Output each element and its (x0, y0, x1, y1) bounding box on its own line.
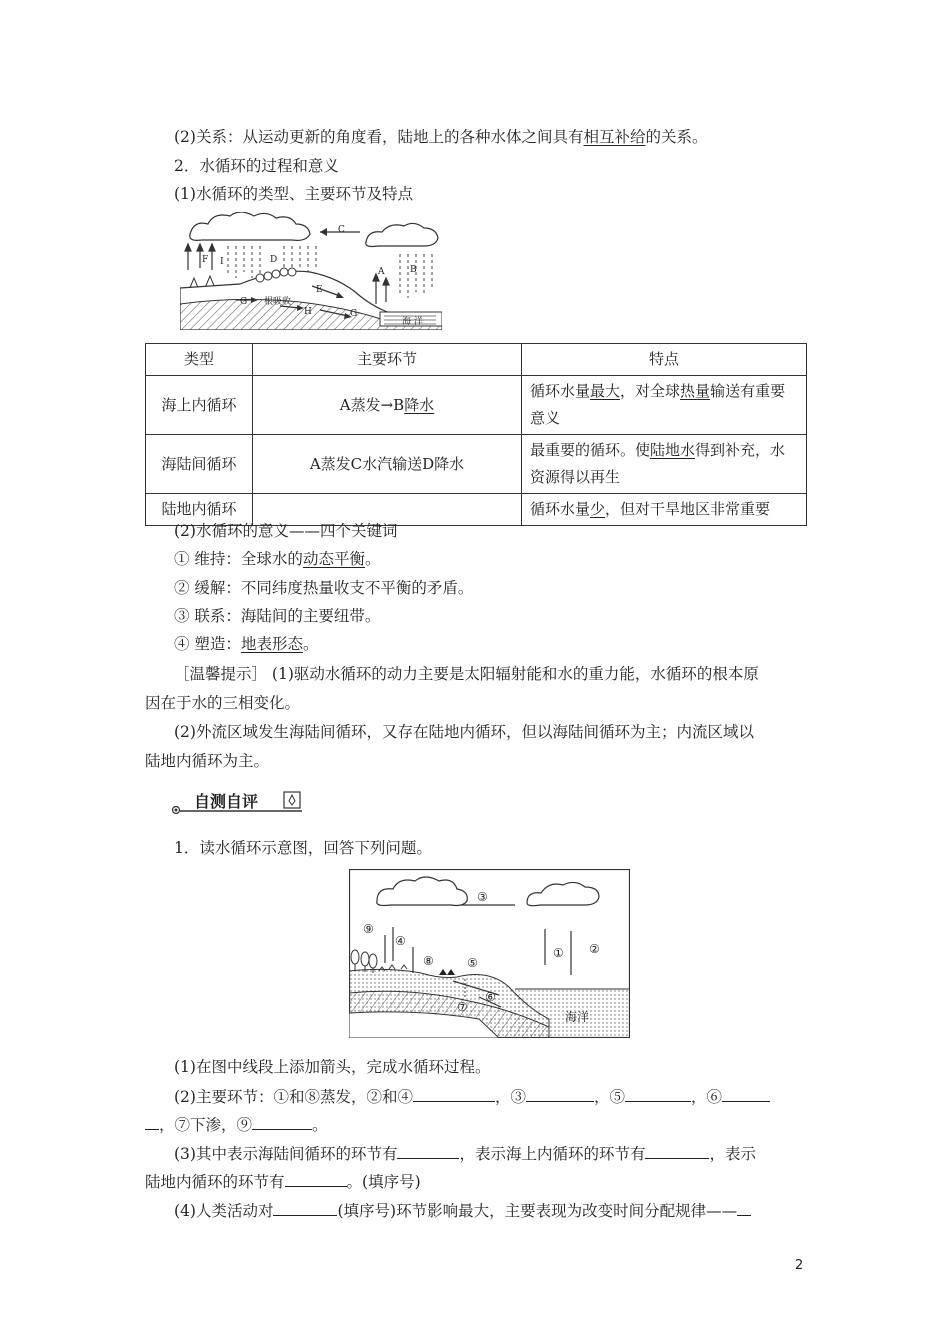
feature-text: 输送有重要意义 (530, 382, 786, 427)
section-badge (170, 788, 310, 814)
cell-steps: A蒸发C水汽输送D降水 (253, 435, 522, 494)
section-heading-2: 2．水循环的过程和意义 (174, 157, 339, 175)
cell-steps (253, 376, 522, 435)
cell-type: 陆地内循环 (146, 494, 253, 526)
answer-blank[interactable] (273, 1200, 337, 1216)
water-cycle-diagram-1 (180, 212, 442, 330)
q2-text: ，⑦下渗，⑨ (159, 1116, 253, 1134)
feature-text: 最重要的循环。使 (530, 441, 651, 459)
tips-line-1: ［温馨提示］ (1)驱动水循环的动力主要是太阳辐射能和水的重力能，水循环的根本原 (174, 665, 759, 683)
meaning-end: 。 (302, 635, 319, 653)
subquestion-1: (1)在图中线段上添加箭头，完成水循环过程。 (174, 1058, 491, 1076)
subquestion-4 (174, 1200, 751, 1221)
header-type: 类型 (146, 344, 253, 376)
cell-features (522, 376, 807, 435)
label-g2: G (350, 309, 358, 319)
meaning-keyword: 地表形态 (240, 635, 303, 653)
label-root-absorb: 根吸收 (264, 297, 292, 307)
header-features: 特点 (522, 344, 807, 376)
subquestion-3 (174, 1143, 756, 1164)
meaning-item-2: ② 缓解：不同纬度热量收支不平衡的矛盾。 (174, 579, 474, 597)
q3-text: ，表示海上内循环的环节有 (459, 1145, 646, 1163)
label-sea: 海 洋 (402, 317, 423, 327)
label-8: ⑧ (423, 954, 434, 968)
q2-text: ，③ (494, 1088, 526, 1106)
table-header-row (146, 344, 807, 376)
label-i: I (220, 257, 224, 267)
feature-text: 得到补充，水资源得以再生 (530, 441, 786, 486)
label-h: H (304, 307, 312, 317)
meaning-keyword: 动态平衡 (302, 550, 365, 568)
relation-line (174, 127, 708, 147)
q3-text: 。(填序号) (346, 1173, 421, 1191)
subquestion-3-cont (145, 1171, 421, 1192)
answer-blank[interactable] (252, 1114, 312, 1130)
feature-keyword: 最大 (590, 382, 621, 400)
meaning-text: ① 维持：全球水的 (174, 550, 303, 568)
answer-blank[interactable] (625, 1086, 691, 1102)
label-6: ⑥ (485, 990, 496, 1004)
cloud-left-icon (190, 212, 310, 240)
label-a: A (378, 267, 385, 277)
steps-keyword: 降水 (404, 395, 435, 414)
q2-text: ，⑤ (593, 1088, 625, 1106)
label-g1: G (240, 297, 248, 307)
tips-line-3: (2)外流区域发生海陆间循环，又存在陆地内循环，但以海陆间循环为主；内流区域以 (174, 723, 754, 741)
meaning-item-3: ③ 联系：海陆间的主要纽带。 (174, 607, 381, 625)
feature-text: 循环水量 (530, 382, 591, 400)
cell-type: 海上内循环 (146, 376, 253, 435)
q3-text: (3)其中表示海陆间循环的环节有 (174, 1145, 398, 1163)
subheading-types: (1)水循环的类型、主要环节及特点 (174, 185, 413, 203)
label-b: B (410, 265, 417, 275)
header-steps: 主要环节 (253, 344, 522, 376)
subquestion-2-cont (145, 1114, 328, 1135)
tips-line-4: 陆地内循环为主。 (145, 752, 270, 770)
feature-text: ，对全球 (620, 382, 681, 400)
q2-text: (2)主要环节：①和⑧蒸发，②和④ (174, 1088, 413, 1106)
cloud-right-icon (366, 223, 438, 246)
label-2: ② (589, 942, 600, 956)
answer-blank[interactable] (397, 1143, 459, 1159)
answer-blank[interactable] (145, 1114, 159, 1130)
meaning-text: ④ 塑造： (174, 635, 241, 653)
answer-blank[interactable] (722, 1086, 770, 1102)
page-number: 2 (795, 1258, 804, 1273)
tips-line-2: 因在于水的三相变化。 (145, 694, 301, 712)
meaning-end: 。 (364, 550, 381, 568)
q3-text: ，表示 (709, 1145, 756, 1163)
steps-text: A蒸发→B (339, 395, 405, 414)
meaning-item-1 (174, 549, 380, 569)
feature-keyword: 陆地水 (650, 441, 696, 459)
section-title: 自测自评 (194, 792, 259, 811)
meaning-item-4 (174, 634, 318, 654)
question-1: 1．读水循环示意图，回答下列问题。 (174, 839, 432, 857)
feature-text: 循环水量 (530, 500, 591, 518)
answer-blank[interactable] (285, 1171, 347, 1187)
label-5: ⑤ (467, 956, 478, 970)
q2-text: 。 (312, 1116, 328, 1134)
cell-features (522, 494, 807, 526)
relation-keyword: 相互补给 (583, 128, 646, 146)
feature-keyword: 少 (590, 500, 606, 518)
water-cycle-types-table (145, 343, 807, 526)
meaning-title: (2)水循环的意义——四个关键词 (174, 522, 398, 540)
q3-text: 陆地内循环的环节有 (145, 1173, 285, 1191)
q2-text: ，⑥ (691, 1088, 723, 1106)
answer-blank[interactable] (737, 1200, 751, 1216)
cell-type: 海陆间循环 (146, 435, 253, 494)
label-d: D (270, 255, 278, 265)
label-c: C (338, 225, 345, 235)
label-f: F (202, 255, 209, 265)
label-1: ① (553, 946, 564, 960)
label-9: ⑨ (363, 922, 374, 936)
feature-text: ，但对干旱地区非常重要 (605, 500, 771, 518)
label-7: ⑦ (457, 1000, 468, 1014)
water-cycle-diagram-2 (349, 869, 630, 1038)
q4-text: (4)人类活动对 (174, 1202, 274, 1220)
answer-blank[interactable] (645, 1143, 709, 1159)
answer-blank[interactable] (413, 1086, 495, 1102)
label-3: ③ (477, 890, 488, 904)
subquestion-2 (174, 1086, 770, 1107)
label-e: E (316, 285, 323, 295)
relation-text: (2)关系：从运动更新的角度看，陆地上的各种水体之间具有 (174, 128, 584, 146)
table-row (146, 376, 807, 435)
q4-text: (填序号)环节影响最大，主要表现为改变时间分配规律—— (337, 1202, 738, 1220)
label-4: ④ (395, 934, 406, 948)
feature-keyword: 热量 (680, 382, 711, 400)
table-row (146, 435, 807, 494)
answer-blank[interactable] (526, 1086, 594, 1102)
relation-end: 的关系。 (645, 128, 708, 146)
cell-features (522, 435, 807, 494)
label-sea: 海洋 (565, 1010, 590, 1024)
